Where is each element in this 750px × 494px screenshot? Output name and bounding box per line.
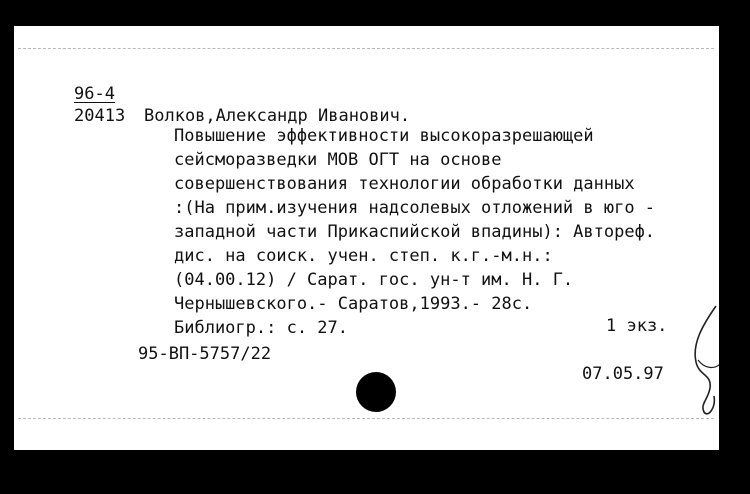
title-line-5: западной части Прикаспийской впадины): Автореф. — [174, 222, 656, 242]
title-line-8: Чернышевского.- Саратов,1993.- 28с. — [174, 294, 533, 314]
title-line-4: :(На прим.изучения надсолевых отложений в юго - — [174, 198, 656, 218]
signature-mark — [684, 304, 719, 419]
registration-number: 95-ВП-5757/22 — [138, 344, 272, 364]
title-line-1: Повышение эффективности высокоразрешающей — [174, 126, 594, 146]
processing-date: 07.05.97 — [582, 364, 664, 384]
perforation-line-top — [18, 48, 714, 49]
bibliography-note: Библиогр.: с. 27. — [174, 318, 348, 338]
shelf-code: 96-4 — [74, 84, 115, 104]
punch-hole — [356, 372, 396, 412]
copies-count: 1 экз. — [606, 316, 668, 336]
title-line-3: совершенствования технологии обработки данных — [174, 174, 635, 194]
author-name: Волков,Александр Иванович. — [144, 106, 411, 126]
card-number: 20413 — [74, 106, 126, 126]
title-line-7: (04.00.12) / Сарат. гос. ун-т им. Н. Г. — [174, 270, 574, 290]
title-line-2: сейсморазведки МОВ ОГТ на основе — [174, 150, 502, 170]
perforation-line-bottom — [18, 418, 714, 419]
catalog-card — [14, 26, 719, 450]
title-line-6: дис. на соиск. учен. степ. к.г.-м.н.: — [174, 246, 553, 266]
